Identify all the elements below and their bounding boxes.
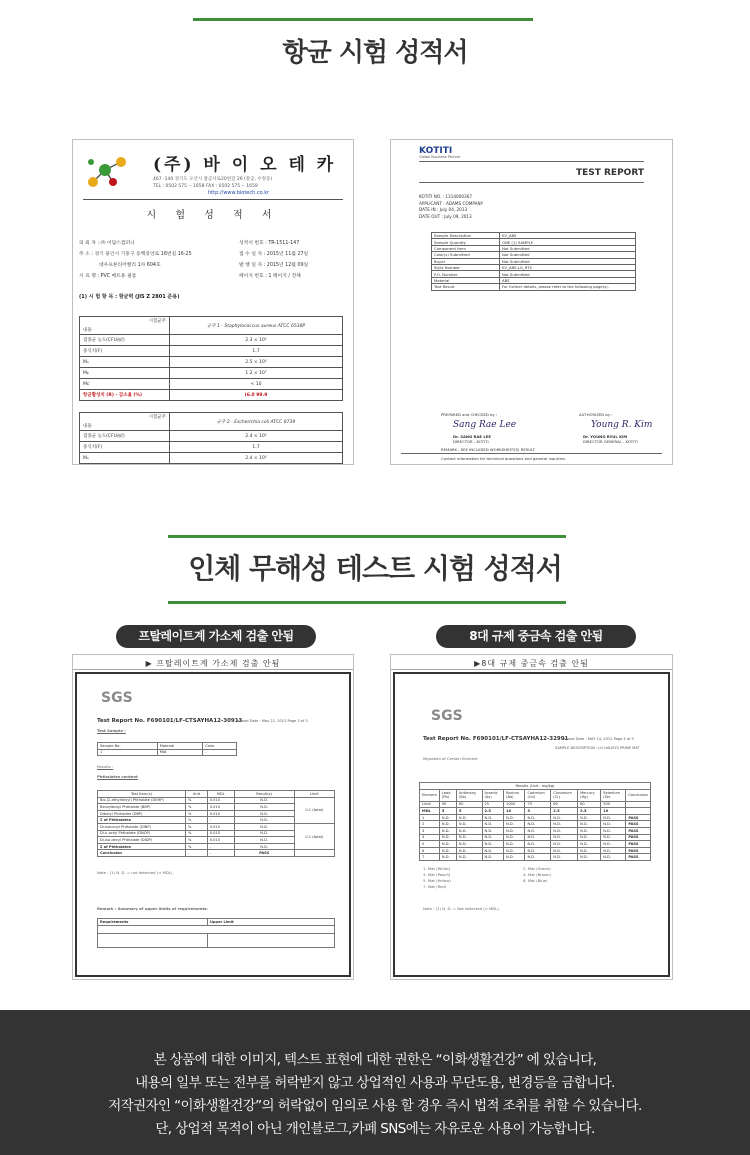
prepared-label: PREPARED and CHECKED by : <box>441 412 498 417</box>
table1-corner <box>80 317 170 335</box>
phthalate-row-item: Di-isononyl Phthalate (DINP) <box>98 823 186 830</box>
biotech-logo-icon <box>83 152 133 192</box>
phthalate-row-result: N.D. <box>234 810 294 817</box>
phthalate-frame <box>75 672 351 977</box>
results-table-2 <box>79 412 343 464</box>
col-pb: Lead (Pb) <box>439 789 456 801</box>
heavy-metal-cell: Limit <box>420 801 440 808</box>
signer2-title: DIRECTOR GENERAL - KOTITI <box>583 439 638 444</box>
material-1: 1. Mat (White) <box>423 866 451 871</box>
kotiti-row-value: Not Submitted <box>500 271 636 277</box>
table2-head-mid: 시험균주 <box>148 415 166 420</box>
phthalate-row-mdl: 0.010 <box>207 830 234 837</box>
table2-head-left: 내용 <box>83 424 92 429</box>
heavy-metal-cell: N.D. <box>439 814 456 821</box>
phthalate-note: Note : (1) N. D. = not detected (< MDL) <box>97 870 173 875</box>
phthalate-remark: Remark : Summary of upper limits of requirements: <box>97 906 208 911</box>
kotiti-row-label: Sample Quantity <box>432 239 500 245</box>
phthalate-row-result: N.D. <box>234 830 294 837</box>
table2-row-label: 중식치(F) <box>80 442 170 453</box>
heavy-metal-cell: N.D. <box>439 847 456 854</box>
info-left <box>79 238 229 282</box>
heavy-metal-cell: PASS <box>626 814 651 821</box>
section2-bottom-line <box>168 601 566 604</box>
kotiti-remark: REMARK : SEE INCLUDED WORKSHEET(S) RESULT <box>441 447 535 452</box>
badge-phthalate: 프탈레이트계 가소제 검출 안됨 <box>116 625 316 648</box>
kotiti-date-in: DATE IN : July 04, 2013 <box>419 207 468 212</box>
heavy-metal-cell: N.D. <box>504 841 525 848</box>
table2-strain: 균주 2 - Escherichia coli ATCC 8739 <box>170 413 343 431</box>
phthalate-summary: Test Sample : <box>97 728 126 733</box>
col-result: Result(s) <box>234 791 294 798</box>
phthalate-row-unit: % <box>186 810 208 817</box>
info-right <box>239 238 351 282</box>
material-7: 7. Mat (Red) <box>423 884 447 889</box>
heavy-metal-cell: N.D. <box>456 821 482 828</box>
kotiti-info <box>419 194 483 220</box>
heavy-metal-cell: N.D. <box>601 821 626 828</box>
heavy-metal-cell: N.D. <box>439 827 456 834</box>
heavy-metal-cell: N.D. <box>551 834 578 841</box>
heavy-metal-cell: 60 <box>551 801 578 808</box>
heavy-metal-cell: N.D. <box>525 834 551 841</box>
phthalate-limit-2: 0.1 (total) <box>294 823 334 849</box>
col-conclusion: Conclusion <box>626 789 651 801</box>
heavy-metal-cell: N.D. <box>578 834 601 841</box>
header-divider <box>83 199 343 200</box>
address-line-1: 467 -140 경기도 오산시 갈곶사로20번길 26 (갈곶, 수정동) <box>153 177 273 182</box>
footer-line-2: 내용의 일부 또는 전부를 허락받지 않고 상업적인 사용과 무단도용, 변경등을 금합니다. <box>135 1075 615 1091</box>
heavy-metal-cell: N.D. <box>578 847 601 854</box>
kotiti-logo: KOTITI <box>419 146 453 156</box>
phthalate-row-unit: % <box>186 830 208 837</box>
kotiti-row-label: Test Result <box>432 284 500 290</box>
heavy-metal-cell: N.D. <box>504 821 525 828</box>
phthalate-row-item: Σ of Phthalates <box>98 843 186 850</box>
heavy-metal-cell: N.D. <box>482 814 504 821</box>
table2-row-value: 2.4 × 10⁵ <box>170 431 343 442</box>
heavy-metal-note: Note : (1) N. D. = Not detected (< MDL) <box>423 906 499 911</box>
signer1-name: Dr. SANG RAE LEE <box>453 434 491 439</box>
phthalate-row-result: N.D. <box>234 823 294 830</box>
signer2-name: Dr. YOUNG RYUL KIM <box>583 434 628 439</box>
heavy-metal-caption: ▶8대 규제 중금속 검출 안됨 <box>391 657 672 670</box>
heavy-metal-report-no: Test Report No. F690101/LF-CTSAYHA12-32991 <box>423 736 569 742</box>
heavy-metal-cell: 500 <box>601 801 626 808</box>
table1-head-mid: 시험균주 <box>148 319 166 324</box>
phthalate-row-mdl: 0.010 <box>207 837 234 844</box>
phthalate-row-result: N.D. <box>234 804 294 811</box>
kotiti-sample-table <box>431 232 636 291</box>
info-address: 주 소 : 경기 용인시 기흥구 동백중앙로 16번길 16-25 <box>79 252 192 257</box>
heavy-metal-cell: 2 <box>420 821 440 828</box>
heavy-metal-cell: N.D. <box>601 814 626 821</box>
heavy-metal-cell: N.D. <box>504 847 525 854</box>
info-issued: 발 행 일 자 : 2015년 12월 09일 <box>239 263 309 268</box>
phthalate-row-unit: % <box>186 797 208 804</box>
table1-row-value: 1.7 <box>170 346 343 357</box>
heavy-metal-cell: 25 <box>482 801 504 808</box>
heavy-metal-cell: 6 <box>420 847 440 854</box>
heavy-metal-cell: 10 <box>601 808 626 815</box>
material-4: 4. Mat (Brown) <box>523 872 552 877</box>
heavy-metal-cell: PASS <box>626 854 651 861</box>
heavy-metal-cell <box>626 801 651 808</box>
table2-corner <box>80 413 170 431</box>
kotiti-row-value: ONE (1) SAMPLE <box>500 239 636 245</box>
heavy-metal-cell: N.D. <box>525 847 551 854</box>
heavy-metal-issued: Issued Date : MAY 14, 2012 Page 4 of 5 <box>563 737 634 741</box>
col-element: Element <box>420 789 440 801</box>
heavy-metal-cell: 1 <box>420 814 440 821</box>
heavy-metal-cell: PASS <box>626 841 651 848</box>
heavy-metal-cell: N.D. <box>551 821 578 828</box>
phthalate-content: Phthalates content <box>97 774 138 779</box>
col-se: Selenium (Se) <box>601 789 626 801</box>
info-address-2: 대우프론티어밸리 1차 604호 <box>99 263 161 268</box>
heavy-metal-cell: N.D. <box>578 854 601 861</box>
heavy-metal-rows <box>420 814 651 860</box>
material-3: 3. Mat (Peach) <box>423 872 451 877</box>
heavy-metal-row <box>420 841 651 848</box>
table2-row-label: Mₐ <box>80 453 170 464</box>
kotiti-row-label: Buyer <box>432 258 500 264</box>
heavy-metal-cell: 5 <box>439 808 456 815</box>
heavy-metal-cell: 10 <box>504 808 525 815</box>
phthalate-row-unit: % <box>186 843 208 850</box>
phthalate-conclusion: Conclusion <box>98 850 186 857</box>
phthalate-row-item: Bis-(2-ethylhexyl) Phthalate (DEHP) <box>98 797 186 804</box>
heavy-metal-cell: N.D. <box>601 827 626 834</box>
kotiti-date-out: DATE OUT : July 09, 2013 <box>419 213 472 219</box>
material-2: 2. Mat (Green) <box>523 866 551 871</box>
heavy-metal-cell: 5 <box>525 808 551 815</box>
sgs-logo: SGS <box>101 690 133 706</box>
kotiti-row-value: For further details, please refer to the following page(s). <box>500 284 636 290</box>
heavy-metal-row <box>420 821 651 828</box>
phthalate-row-result: N.D. <box>234 837 294 844</box>
heavy-metal-cell: N.D. <box>456 854 482 861</box>
heavy-metal-cell: N.D. <box>456 841 482 848</box>
heavy-metal-frame <box>393 672 670 977</box>
material-6: 6. Mat (Blue) <box>523 878 548 883</box>
col-ba: Barium (Ba) <box>504 789 525 801</box>
heavy-metal-cell: N.D. <box>578 814 601 821</box>
heavy-metal-cell: N.D. <box>504 834 525 841</box>
heavy-metal-cell: 60 <box>578 801 601 808</box>
heavy-metal-cell: N.D. <box>578 827 601 834</box>
heavy-metal-mdl-row <box>420 808 651 815</box>
heavy-metal-cell: N.D. <box>601 841 626 848</box>
results-table-1 <box>79 316 343 401</box>
signer1-title: DIRECTOR - KOTITI <box>453 439 489 444</box>
heavy-metal-row <box>420 847 651 854</box>
section1-title: 항균 시험 성적서 <box>282 38 468 68</box>
heavy-metal-cell: N.D. <box>601 834 626 841</box>
heavy-metal-cell: PASS <box>626 821 651 828</box>
heavy-metal-cell: N.D. <box>601 854 626 861</box>
phthalate-limit: 0.1 (total) <box>294 797 334 823</box>
heavy-metal-cell: N.D. <box>439 841 456 848</box>
heavy-metal-cell: N.D. <box>504 827 525 834</box>
sgs-logo-2: SGS <box>431 708 463 724</box>
heavy-metal-cell: N.D. <box>439 834 456 841</box>
heavy-metal-cell: 2.5 <box>482 808 504 815</box>
table2-row-label: 접종균 농도(CFU/㎖) <box>80 431 170 442</box>
phthalate-row-result: N.D. <box>234 817 294 824</box>
heavy-metal-cell: PASS <box>626 834 651 841</box>
heavy-metal-cell: N.D. <box>456 834 482 841</box>
kotiti-row-label: Color(s) Submitted <box>432 252 500 258</box>
kotiti-row-value: Not Submitted <box>500 258 636 264</box>
test-item-heading: (1) 시 험 항 목 : 항균력 (JIS Z 2801 준용) <box>79 294 180 300</box>
heavy-metal-cell: 2.5 <box>551 808 578 815</box>
kotiti-row-value: Not Submitted <box>500 252 636 258</box>
table1-row-value: < 10 <box>170 379 343 390</box>
phthalate-row-unit: % <box>186 823 208 830</box>
table1-row-label: Mₐ <box>80 357 170 368</box>
heavy-metal-cell: MDL <box>420 808 440 815</box>
kotiti-row-label: Sample Description <box>432 233 500 239</box>
heavy-metal-cell: N.D. <box>525 827 551 834</box>
heavy-metal-cell: N.D. <box>578 841 601 848</box>
heavy-metal-cell: N.D. <box>439 821 456 828</box>
table2-row-value: 2.4 × 10⁵ <box>170 453 343 464</box>
heavy-metal-cell: N.D. <box>482 847 504 854</box>
heavy-metal-row <box>420 834 651 841</box>
heavy-metal-cell: N.D. <box>551 847 578 854</box>
heavy-metal-cell: N.D. <box>551 827 578 834</box>
heavy-metal-cell: 4 <box>420 834 440 841</box>
kotiti-tagline: Global Business Partner <box>419 155 461 159</box>
heavy-metal-cell: N.D. <box>525 821 551 828</box>
kotiti-footer-line <box>401 453 662 454</box>
certificate-title: 시 험 성 적 서 <box>146 210 280 221</box>
heavy-metal-row <box>420 814 651 821</box>
heavy-metal-table <box>419 782 651 861</box>
phthalate-row-item: Σ of Phthalates <box>98 817 186 824</box>
table1-strain: 균주 1 - Staphylococcus aureus ATCC 6538P <box>170 317 343 335</box>
phthalate-row-mdl: 0.010 <box>207 810 234 817</box>
col-unit: Unit <box>186 791 208 798</box>
heavy-metal-cell: 90 <box>439 801 456 808</box>
kotiti-row-value: EV_ABS <box>500 233 636 239</box>
kotiti-row-label: Component Item <box>432 245 500 251</box>
heavy-metal-cell: N.D. <box>601 847 626 854</box>
kotiti-row-value: Not Submitted <box>500 245 636 251</box>
info-page: 페이지 번호 : 1 페이지 / 전체 <box>239 274 301 279</box>
col-sb: Antimony (Sb) <box>456 789 482 801</box>
phthalate-issued: Issued Date : May 22, 2012 Page 3 of 3 <box>237 719 308 723</box>
phthalate-row-result: N.D. <box>234 843 294 850</box>
phthalate-results: Results : <box>97 764 114 769</box>
phthalate-row-mdl: - <box>207 843 234 850</box>
table1-row-value: 1.2 × 10⁷ <box>170 368 343 379</box>
heavy-metal-cell: 7 <box>420 854 440 861</box>
heavy-metal-cell: 5 <box>456 808 482 815</box>
heavy-metal-cell: PASS <box>626 827 651 834</box>
heavy-metal-cell: N.D. <box>504 854 525 861</box>
table1-result-value: (6.0 99.9 <box>170 390 343 401</box>
table1-row-label: Mᵦ <box>80 368 170 379</box>
heavy-metal-sample: SAMPLE DESCRIPTION : LG HAUSYS PRIME MAT <box>555 746 640 750</box>
signature-kim: Young R. Kim <box>591 420 653 430</box>
kotiti-heading-line <box>419 182 644 183</box>
heavy-metal-cell: 75 <box>525 801 551 808</box>
kotiti-row-label: P.O. Number <box>432 271 500 277</box>
col-cr: Chromium (Cr) <box>551 789 578 801</box>
phthalate-results-table <box>97 790 335 857</box>
heavy-metal-row <box>420 827 651 834</box>
phthalate-sample-table: Sample No. Material Color 1 Mat - <box>97 742 237 756</box>
kotiti-row-label: Material <box>432 277 500 283</box>
phthalate-row-mdl: - <box>207 817 234 824</box>
kotiti-applicant: APPLICANT : ADAMS COMPANY <box>419 200 484 206</box>
sgs-heavy-metal-report-doc <box>390 654 673 980</box>
heavy-metal-cell: N.D. <box>504 814 525 821</box>
phthalate-row-unit: % <box>186 817 208 824</box>
info-requester: 의 뢰 자 : ㈜ 이담스컴퍼니 <box>79 241 135 246</box>
company-url: http://www.biotech.co.kr <box>208 190 270 196</box>
phthalate-row-mdl: 0.010 <box>207 797 234 804</box>
table1-row-value: 2.3 × 10⁵ <box>170 335 343 346</box>
heavy-metal-cell: PASS <box>626 847 651 854</box>
phthalate-row-item: Di-n-octyl Phthalate (DNOP) <box>98 830 186 837</box>
kotiti-no: KOTITI NO. : 1314000367 <box>419 194 473 199</box>
heavy-metal-cell: 2.5 <box>578 808 601 815</box>
heavy-metal-cell: N.D. <box>439 854 456 861</box>
info-received: 접 수 일 자 : 2015년 11월 27일 <box>239 252 309 257</box>
table2-row-value: 1.7 <box>170 442 343 453</box>
kotiti-row-value: EV_ABS-LG_RTS <box>500 264 636 270</box>
section2-top-line <box>168 535 566 538</box>
heavy-metal-cell: 60 <box>456 801 482 808</box>
heavy-metal-cell: 1000 <box>504 801 525 808</box>
heavy-metal-row <box>420 854 651 861</box>
badge-heavy-metal: 8대 규제 중금속 검출 안됨 <box>436 625 636 648</box>
company-name: (주) 바 이 오 테 카 <box>153 155 337 175</box>
heavy-metal-cell: N.D. <box>551 854 578 861</box>
heavy-metal-cell: N.D. <box>482 854 504 861</box>
kotiti-header-line <box>419 161 644 162</box>
address-line-2: TEL : 0502 575 -- 1658 FAX : 0502 575 -- 1659 <box>153 184 258 189</box>
material-5: 5. Mat (Yellow) <box>423 878 451 883</box>
heavy-metal-method: Migration of Certain Element <box>423 756 478 761</box>
heavy-metal-cell: N.D. <box>551 814 578 821</box>
signature-lee: Sang Rae Lee <box>453 420 517 430</box>
table1-head-left: 내용 <box>83 328 92 333</box>
heavy-metal-cell: 3 <box>420 827 440 834</box>
company-address <box>153 176 343 190</box>
col-test-item: Test Item(s) <box>98 791 186 798</box>
phthalate-caption: ▶ 프탈레이트계 가소제 검출 안됨 <box>73 657 353 670</box>
phthalate-row-mdl: 0.010 <box>207 823 234 830</box>
heavy-metal-cell <box>626 808 651 815</box>
col-as: Arsenic (As) <box>482 789 504 801</box>
heavy-metal-results-head: Results (Unit : mg/kg) <box>420 783 651 790</box>
req-head-limit: Upper Limit <box>208 919 335 926</box>
phthalate-row-unit: - <box>186 850 208 857</box>
sgs-phthalate-report-doc <box>72 654 354 980</box>
phthalate-row-item: Dibutyl Phthalate (DBP) <box>98 810 186 817</box>
col-cd: Cadmium (Cd) <box>525 789 551 801</box>
antibacterial-certificate-doc <box>72 139 354 465</box>
test-report-heading: TEST REPORT <box>575 168 644 178</box>
phthalate-report-no: Test Report No. F690101/LF-CTSAYHA12-30913 <box>97 718 243 724</box>
heavy-metal-cell: N.D. <box>551 841 578 848</box>
table1-row-label: 접종균 농도(CFU/㎖) <box>80 335 170 346</box>
phthalate-row-mdl: 0.010 <box>207 804 234 811</box>
heavy-metal-cell: N.D. <box>578 821 601 828</box>
heavy-metal-cell: N.D. <box>525 854 551 861</box>
phthalate-row-item: Benzylbutyl Phthalate (BBP) <box>98 804 186 811</box>
kotiti-test-report-doc <box>390 139 673 465</box>
heavy-metal-cell: N.D. <box>456 827 482 834</box>
heavy-metal-cell: N.D. <box>456 814 482 821</box>
info-report-no: 성적서 번호 : TR-1511-147 <box>239 241 300 246</box>
footer-line-1: 본 상품에 대한 이미지, 텍스트 표현에 대한 권한은 “이화생활건강” 에 있습니다, <box>153 1052 597 1068</box>
kotiti-row-value: ABS <box>500 277 636 283</box>
heavy-metal-limit-row <box>420 801 651 808</box>
req-head-requirements: Requirements <box>98 919 208 926</box>
phthalate-row-unit: % <box>186 837 208 844</box>
section1-top-line <box>193 18 533 21</box>
footer-line-3: 저작권자인 “이화생활건강”의 허락없이 임의로 사용 할 경우 즉시 법적 조취를 취할 수 있습니다. <box>108 1098 642 1114</box>
footer-line-4: 단, 상업적 목적이 아닌 개인블로그,카페 SNS에는 자유로운 사용이 가능합니다. <box>155 1121 595 1137</box>
heavy-metal-cell: N.D. <box>456 847 482 854</box>
section2-title: 인체 무해성 테스트 시험 성적서 <box>188 552 562 585</box>
table1-row-label: Mᴄ <box>80 379 170 390</box>
phthalate-pass: PASS <box>234 850 294 857</box>
copyright-footer <box>0 1010 750 1155</box>
info-sample: 시 료 명 : PVC 매트용 필름 <box>79 274 137 279</box>
heavy-metal-cell: N.D. <box>482 821 504 828</box>
heavy-metal-cell: 5 <box>420 841 440 848</box>
kotiti-contact: Contact information for technical questions and general inquiries. <box>441 456 567 461</box>
heavy-metal-cell: N.D. <box>482 841 504 848</box>
table1-result-label: 항균활성치 (R) - 감소율 (%) <box>80 390 170 401</box>
kotiti-row-label: Style Number <box>432 264 500 270</box>
heavy-metal-cell: N.D. <box>525 841 551 848</box>
phthalate-row-result: N.D. <box>234 797 294 804</box>
col-hg: Mercury (Hg) <box>578 789 601 801</box>
heavy-metal-cell: N.D. <box>525 814 551 821</box>
authorized-label: AUTHORIZED by : <box>579 412 613 417</box>
col-mdl: MDL <box>207 791 234 798</box>
phthalate-req-table <box>97 918 335 948</box>
phthalate-row-unit: % <box>186 804 208 811</box>
heavy-metal-cell: N.D. <box>482 827 504 834</box>
col-limit: Limit <box>294 791 334 798</box>
table1-row-label: 중식치(F) <box>80 346 170 357</box>
phthalate-row-mdl: - <box>207 850 234 857</box>
heavy-metal-materials <box>423 866 633 890</box>
table1-row-value: 2.5 × 10⁵ <box>170 357 343 368</box>
phthalate-row-item: Di-iso-decyl Phthalate (DIDP) <box>98 837 186 844</box>
heavy-metal-cell: N.D. <box>482 834 504 841</box>
